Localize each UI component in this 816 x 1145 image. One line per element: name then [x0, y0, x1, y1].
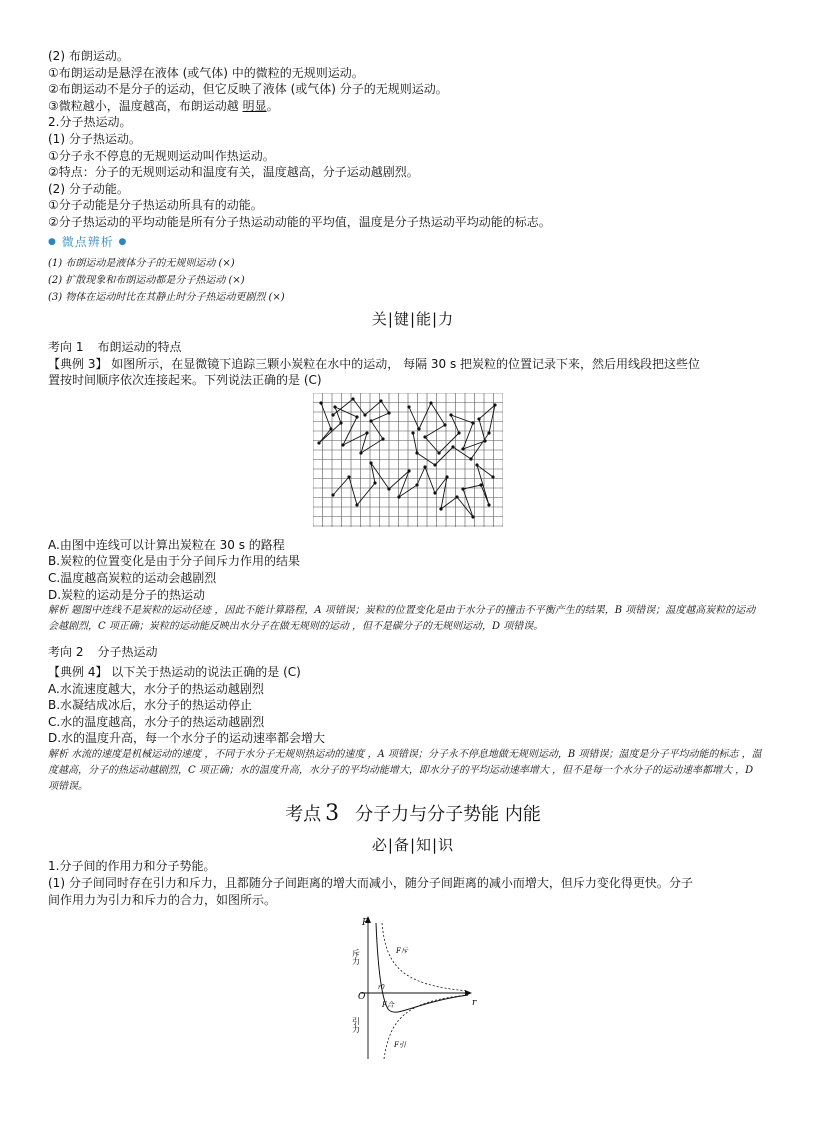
position-dot [359, 451, 362, 454]
attractive-curve-label: F引 [394, 1040, 406, 1049]
position-dot [415, 451, 418, 454]
position-dot [339, 421, 342, 424]
particle-path-3 [333, 463, 493, 517]
position-dot [331, 413, 334, 416]
position-dot [455, 495, 458, 498]
lower-region-label: 引力 [351, 1016, 361, 1033]
thermal-point-1: ①分子永不停息的无规则运动叫作热运动。 [48, 148, 275, 163]
position-dot [439, 507, 442, 510]
bullet-icon: ● [48, 236, 57, 247]
position-dot [445, 475, 448, 478]
position-dot [397, 495, 400, 498]
position-dot [351, 397, 354, 400]
position-dot [483, 439, 486, 442]
position-dot [461, 487, 464, 490]
brownian-motion-diagram [313, 393, 503, 527]
thermal-sub-2: (2) 分子动能。 [48, 181, 129, 196]
repulsive-curve-label: F斥 [396, 946, 408, 955]
thermal-heading: 2.分子热运动。 [48, 115, 132, 130]
kaodian-title: 分子力与分子势能 内能 [355, 804, 541, 826]
example-3-option-c: C.温度越高炭粒的运动会越剧烈 [48, 570, 217, 585]
upper-region-label: 斥力 [351, 948, 361, 965]
example-3-question-line-2: 置按时间顺序依次连接起来。下列说法正确的是 (C) [48, 373, 322, 388]
position-dot [407, 469, 410, 472]
position-dot [329, 427, 332, 430]
page-content [48, 48, 778, 1067]
position-dot [363, 413, 366, 416]
brownian-heading: (2) 布朗运动。 [48, 49, 129, 63]
position-dot [487, 503, 490, 506]
direction-2-heading [48, 643, 778, 661]
example-3-question-line-1: 【典例 3】 如图所示，在显微镜下追踪三颗小炭粒在水中的运动， 每隔 30 s 把炭粒的位置记录下来，然后用线段把这些位 [48, 356, 701, 371]
position-dot [423, 435, 426, 438]
example-3-option-b: B.炭粒的位置变化是由于分子间斥力作用的结果 [48, 554, 301, 569]
position-dot [407, 405, 410, 408]
position-dot [469, 457, 472, 460]
position-dot [411, 431, 414, 434]
position-dot [387, 411, 390, 414]
position-dot [369, 419, 372, 422]
thermal-point-4: ②分子热运动的平均动能是所有分子热运动动能的平均值，温度是分子热运动平均动能的标志。 [48, 214, 551, 229]
example-3-option-a: A.由图中连线可以计算出炭粒在 30 s 的路程 [48, 537, 285, 552]
tips-heading [48, 233, 778, 251]
position-dot [317, 441, 320, 444]
position-dot [471, 421, 474, 424]
position-dot [379, 399, 382, 402]
position-dot [443, 423, 446, 426]
kaodian-number: 3 [325, 801, 340, 827]
example-4-option-b: B.水凝结成冰后，水分子的热运动停止 [48, 698, 253, 713]
kaodian-prefix: 考点 [285, 804, 322, 826]
position-dot [433, 491, 436, 494]
tip-item: (3) 物体在运动时比在其静止时分子热运动更剧烈 (×) [48, 291, 285, 303]
net-force-curve-label: F合 [382, 1000, 394, 1009]
position-dot [319, 401, 322, 404]
thermal-point-2: ②特点：分子的无规则运动和温度有关，温度越高，分子运动越剧烈。 [48, 165, 419, 180]
example-4-option-d: D.水的温度升高，每一个水分子的运动速率都会增大 [48, 731, 326, 746]
position-dot [477, 417, 480, 420]
tips-label: 微点辨析 [61, 234, 114, 249]
origin-label: O [358, 991, 366, 1002]
example-4-question: 【典例 4】 以下关于热运动的说法正确的是 (C) [48, 665, 301, 680]
direction-title: 布朗运动的特点 [97, 339, 182, 354]
essential-knowledge-title: 必|备|知|识 [371, 836, 455, 855]
direction-label: 考向 1 [48, 339, 84, 354]
net-force-curve [376, 923, 468, 1012]
position-dot [415, 483, 418, 486]
intermolecular-line-1: (1) 分子间同时存在引力和斥力，且都随分子间距离的增大而减小，随分子间距离的减小而增大，但斥力变化得更快。分子 [48, 875, 693, 890]
position-dot [365, 431, 368, 434]
position-dot [475, 463, 478, 466]
brownian-point-3-text: ③微粒越小，温度越高，布朗运动越 [48, 98, 243, 113]
position-dot [457, 431, 460, 434]
position-dot [387, 487, 390, 490]
x-axis-label: r [472, 997, 477, 1008]
repulsive-curve [382, 923, 468, 991]
force-figure [338, 913, 778, 1067]
direction-label: 考向 2 [48, 645, 84, 660]
example-4-analysis: 解析 水流的速度是机械运动的速度 ，不同于水分子无规则热运动的速度 ，A 项错误；分子永不停息地做无规则运动，B 项错误；温度是分子平均动能的标志 ，温度越高，分子的热运动越剧烈，C 项正确；水的温度升高，水分子的平均动能增大，即水分子的平均运动速率增大 ，但不是每一个水分子的运动速率都增大 ，D 项错误。 [48, 749, 762, 793]
position-dot [471, 515, 474, 518]
position-dot [341, 443, 344, 446]
position-dot [369, 461, 372, 464]
example-3-option-d: D.炭粒的运动是分子的热运动 [48, 587, 206, 602]
position-dot [437, 451, 440, 454]
position-dot [487, 431, 490, 434]
position-dot [423, 465, 426, 468]
tip-item: (1) 布朗运动是液体分子的无规则运动 (×) [48, 257, 235, 269]
position-dot [479, 483, 482, 486]
brownian-point-3 [48, 98, 778, 115]
position-dot [433, 463, 436, 466]
intermolecular-heading: 1.分子间的作用力和分子势能。 [48, 859, 216, 874]
position-dot [461, 447, 464, 450]
position-dot [381, 437, 384, 440]
brownian-fill-blank: 明显 [242, 98, 267, 113]
brownian-figure [313, 393, 778, 531]
kaodian-3-heading [48, 799, 778, 830]
y-axis-label: F [362, 917, 369, 928]
position-dot [449, 413, 452, 416]
position-dot [355, 415, 358, 418]
thermal-sub-1: (1) 分子热运动。 [48, 131, 141, 146]
position-dot [493, 403, 496, 406]
brownian-point-1: ①布朗运动是悬浮在液体 (或气体) 中的微粒的无规则运动。 [48, 65, 364, 80]
particle-path-1 [319, 399, 389, 453]
position-dot [347, 475, 350, 478]
direction-title: 分子热运动 [97, 645, 158, 660]
brownian-point-3-end: 。 [266, 98, 279, 113]
brownian-point-2: ②布朗运动不是分子的运动，但它反映了液体 (或气体) 分子的无规则运动。 [48, 82, 448, 97]
key-ability-title: 关|键|能|力 [371, 309, 455, 328]
attractive-curve [384, 995, 468, 1059]
tip-item: (2) 扩散现象和布朗运动都是分子热运动 (×) [48, 274, 245, 286]
position-dot [491, 475, 494, 478]
position-dot [417, 427, 420, 430]
position-dot [355, 503, 358, 506]
position-dot [429, 401, 432, 404]
position-dot [331, 493, 334, 496]
example-4-option-c: C.水的温度越高，水分子的热运动越剧烈 [48, 714, 265, 729]
molecular-force-graph [338, 913, 488, 1063]
intermolecular-line-2: 间作用力为引力和斥力的合力，如图所示。 [48, 892, 277, 907]
position-dot [333, 405, 336, 408]
direction-1-heading [48, 338, 778, 356]
r0-label: r0 [378, 983, 385, 991]
bullet-icon: ● [118, 236, 128, 247]
thermal-point-3: ①分子动能是分子热运动所具有的动能。 [48, 198, 263, 213]
position-dot [451, 445, 454, 448]
example-3-analysis: 解析 题图中连线不是炭粒的运动径迹 ，因此不能计算路程，A 项错误；炭粒的位置变化是由于水分子的撞击不平衡产生的结果，B 项错误；温度越高炭粒的运动会越剧烈，C 项正确；炭粒的运动能反映出水分子在做无规则的运动 ，但不是碳分子的无规则运动，D 项错误。 [48, 605, 756, 633]
example-4-option-a: A.水流速度越大，水分子的热运动越剧烈 [48, 681, 264, 696]
position-dot [373, 481, 376, 484]
